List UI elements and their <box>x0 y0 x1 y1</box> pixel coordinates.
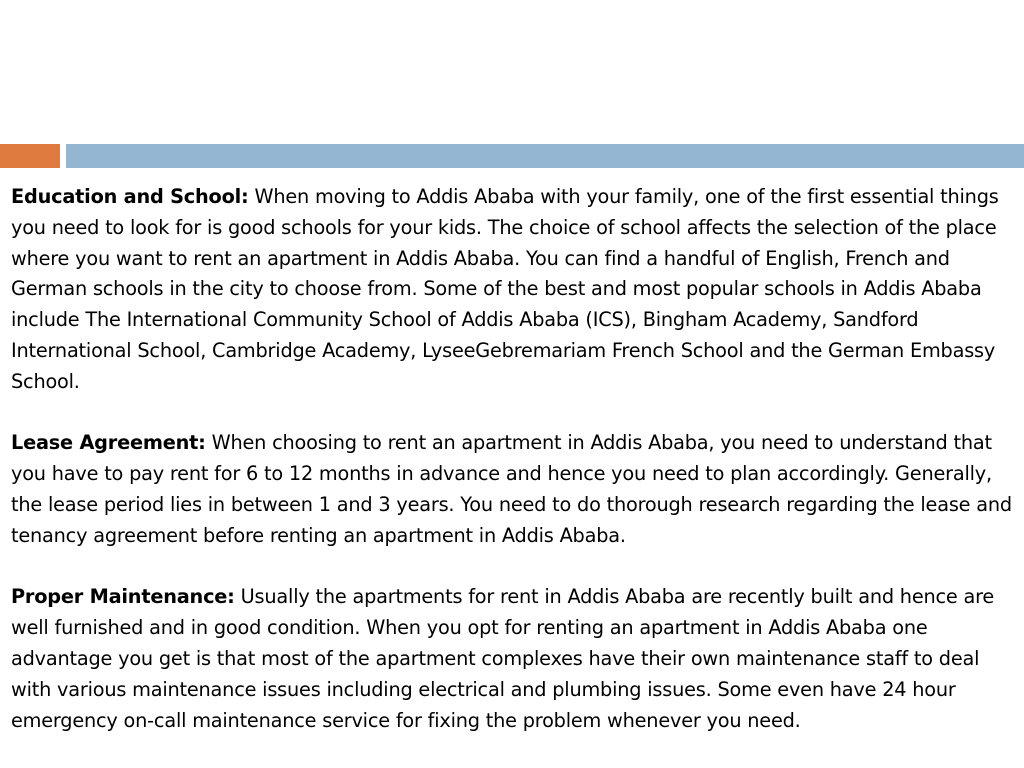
accent-bar-blue <box>66 144 1024 168</box>
section-heading: Education and School: <box>11 185 249 208</box>
accent-bar-orange <box>0 144 60 168</box>
section-education <box>11 182 1019 398</box>
section-body: When choosing to rent an apartment in Addis Ababa, you need to understand that you have to pay rent for 6 to 12 months in advance and hence you need to plan accordingly. Generally, the lease period lies in between 1 and 3 years. You need to do thorough research regarding the lease and tenancy agreement before renting an apartment in Addis Ababa. <box>11 431 1012 547</box>
section-body: When moving to Addis Ababa with your family, one of the first essential things you need to look for is good schools for your kids. The choice of school affects the selection of the place where you want to rent an apartment in Addis Ababa. You can find a handful of English, French and German schools in the city to choose from. Some of the best and most popular schools in Addis Ababa include The International Community School of Addis Ababa (ICS), Bingham Academy, Sandford International School, Cambridge Academy, LyseeGebremariam French School and the German Embassy School. <box>11 185 999 393</box>
section-heading: Proper Maintenance: <box>11 585 235 609</box>
section-body: Usually the apartments for rent in Addis Ababa are recently built and hence are well furnished and in good condition. When you opt for renting an apartment in Addis Ababa one advantage you get is that most of the apartment complexes have their own maintenance staff to deal with various maintenance issues including electrical and plumbing issues. Some even have 24 hour emergency on-call maintenance service for fixing the problem whenever you need. <box>11 585 995 732</box>
section-lease <box>11 428 1019 551</box>
section-maintenance <box>11 582 1019 736</box>
slide-content <box>11 182 1019 736</box>
section-heading: Lease Agreement: <box>11 431 206 455</box>
